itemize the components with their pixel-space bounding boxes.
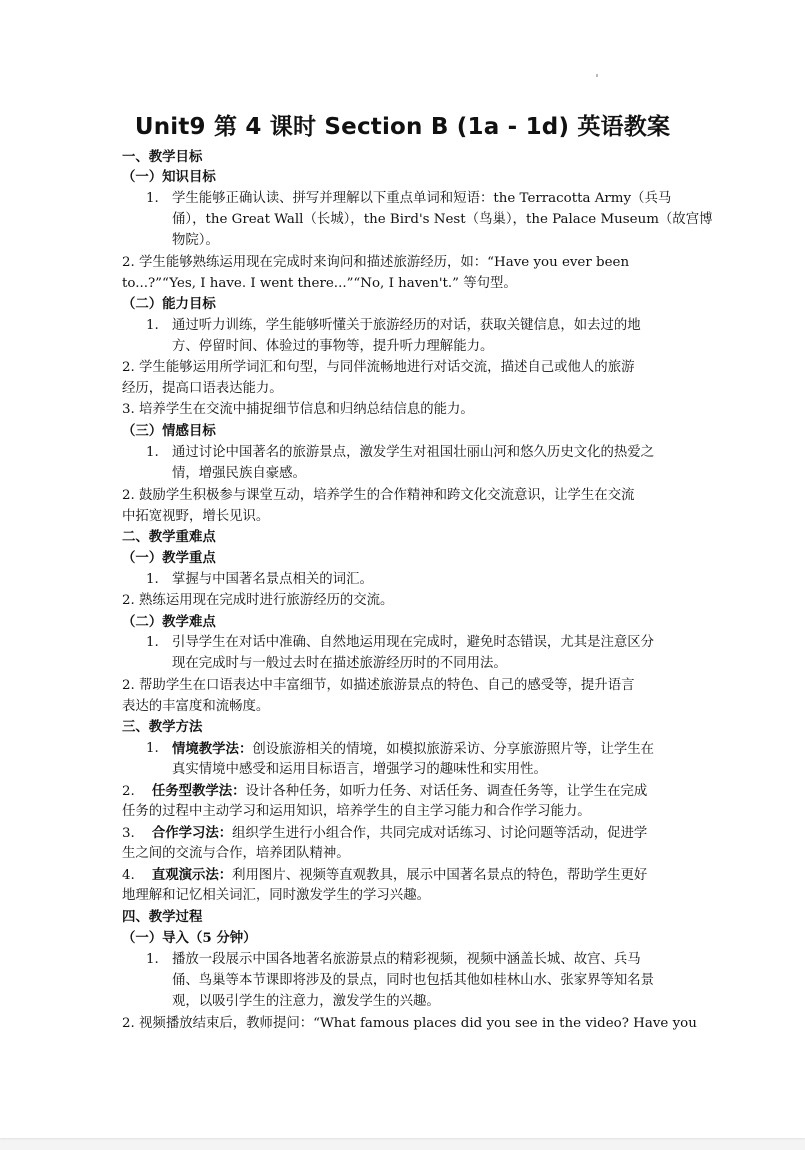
subheading-lead-in: （一）导入（5 分钟） bbox=[122, 930, 257, 946]
method-text: 创设旅游相关的情境，如模拟旅游采访、分享旅游照片等，让学生在 bbox=[252, 742, 655, 757]
paragraph-line: 2. 帮助学生在口语表达中丰富细节，如描述旅游景点的特色、自己的感受等，提升语言 bbox=[122, 678, 635, 693]
paragraph-line: 任务的过程中主动学习和运用知识，培养学生的自主学习能力和合作学习能力。 bbox=[122, 804, 591, 819]
heading-teaching-objectives: 一、教学目标 bbox=[122, 149, 203, 165]
subheading-ability: （二）能力目标 bbox=[122, 296, 216, 312]
page-title: Unit9 第 4 课时 Section B (1a - 1d) 英语教案 bbox=[134, 114, 671, 140]
paragraph-line: 3. 培养学生在交流中捕捉细节信息和归纳总结信息的能力。 bbox=[122, 402, 474, 417]
paragraph-line bbox=[122, 781, 647, 802]
method-name: 合作学习法： bbox=[151, 825, 233, 841]
list-number: 1. bbox=[146, 445, 159, 460]
list-number: 1. bbox=[146, 635, 159, 650]
heading-key-difficult-points: 二、教学重难点 bbox=[122, 529, 216, 545]
paragraph-line: 观，以吸引学生的注意力，激发学生的兴趣。 bbox=[172, 994, 440, 1009]
paragraph-line bbox=[122, 823, 647, 844]
list-number: 2. bbox=[122, 784, 135, 799]
paragraph-line: 2. 鼓励学生积极参与课堂互动，培养学生的合作精神和跨文化交流意识，让学生在交流 bbox=[122, 488, 635, 503]
subheading-knowledge: （一）知识目标 bbox=[122, 169, 216, 185]
method-text: 组织学生进行小组合作，共同完成对话练习、讨论问题等活动，促进学 bbox=[232, 826, 648, 841]
paragraph-line: 现在完成时与一般过去时在描述旅游经历时的不同用法。 bbox=[172, 656, 507, 671]
paragraph-line: 真实情境中感受和运用目标语言，增强学习的趣味性和实用性。 bbox=[172, 762, 547, 777]
paragraph-line: 通过讨论中国著名的旅游景点，激发学生对祖国壮丽山河和悠久历史文化的热爱之 bbox=[172, 445, 655, 460]
paragraph-line: 播放一段展示中国各地著名旅游景点的精彩视频，视频中涵盖长城、故宫、兵马 bbox=[172, 952, 641, 967]
paragraph-line: 2. 学生能够熟练运用现在完成时来询问和描述旅游经历，如：“Have you ever been bbox=[122, 255, 630, 270]
list-number: 1. bbox=[146, 191, 159, 206]
list-number: 4. bbox=[122, 868, 135, 883]
paragraph-line: 学生能够正确认读、拼写并理解以下重点单词和短语：the Terracotta Army（兵马 bbox=[172, 191, 672, 206]
subheading-key-points: （一）教学重点 bbox=[122, 550, 216, 566]
paragraph-line: 物院）。 bbox=[172, 233, 219, 248]
list-number: 1. bbox=[146, 741, 159, 756]
paragraph-line: 俑），the Great Wall（长城），the Bird's Nest（鸟巢），the Palace Museum（故宫博 bbox=[172, 212, 713, 227]
paragraph-line: 2. 学生能够运用所学词汇和句型，与同伴流畅地进行对话交流，描述自己或他人的旅游 bbox=[122, 360, 635, 375]
paragraph-line: 引导学生在对话中准确、自然地运用现在完成时，避免时态错误，尤其是注意区分 bbox=[172, 635, 655, 650]
paragraph-line: 2. 熟练运用现在完成时进行旅游经历的交流。 bbox=[122, 593, 394, 608]
paragraph-line: 俑、鸟巢等本节课即将涉及的景点，同时也包括其他如桂林山水、张家界等知名景 bbox=[172, 973, 655, 988]
paragraph-line: 情，增强民族自豪感。 bbox=[172, 466, 306, 481]
paragraph-line: 经历，提高口语表达能力。 bbox=[122, 381, 283, 396]
paragraph-line: 中拓宽视野，增长见识。 bbox=[122, 509, 270, 524]
list-number: 3. bbox=[122, 826, 135, 841]
paragraph-line: 2. 视频播放结束后，教师提问：“What famous places did you see in the video? Have you bbox=[122, 1016, 697, 1031]
paragraph-line: to...?”“Yes, I have. I went there...”“No, I haven't.” 等句型。 bbox=[122, 276, 517, 291]
heading-teaching-methods: 三、教学方法 bbox=[122, 719, 203, 735]
list-number: 1. bbox=[146, 318, 159, 333]
paragraph-line bbox=[172, 739, 654, 760]
heading-teaching-process: 四、教学过程 bbox=[122, 909, 203, 925]
list-number: 1. bbox=[146, 572, 159, 587]
scan-mark bbox=[596, 74, 598, 77]
paragraph-line: 方、停留时间、体验过的事物等，提升听力理解能力。 bbox=[172, 339, 494, 354]
paragraph-line: 生之间的交流与合作，培养团队精神。 bbox=[122, 846, 350, 861]
method-text: 利用图片、视频等直观教具，展示中国著名景点的特色，帮助学生更好 bbox=[232, 868, 648, 883]
paragraph-line: 表达的丰富度和流畅度。 bbox=[122, 699, 270, 714]
paragraph-line bbox=[122, 865, 647, 886]
method-name: 直观演示法： bbox=[151, 867, 233, 883]
method-name: 任务型教学法： bbox=[151, 783, 246, 799]
paragraph-line: 地理解和记忆相关词汇，同时激发学生的学习兴趣。 bbox=[122, 888, 430, 903]
subheading-difficult-points: （二）教学难点 bbox=[122, 614, 216, 630]
method-text: 设计各种任务，如听力任务、对话任务、调查任务等，让学生在完成 bbox=[245, 784, 648, 799]
subheading-emotion: （三）情感目标 bbox=[122, 423, 216, 439]
list-number: 1. bbox=[146, 952, 159, 967]
paragraph-line: 掌握与中国著名景点相关的词汇。 bbox=[172, 572, 373, 587]
method-name: 情境教学法： bbox=[172, 741, 253, 757]
paragraph-line: 通过听力训练，学生能够听懂关于旅游经历的对话，获取关键信息，如去过的地 bbox=[172, 318, 641, 333]
